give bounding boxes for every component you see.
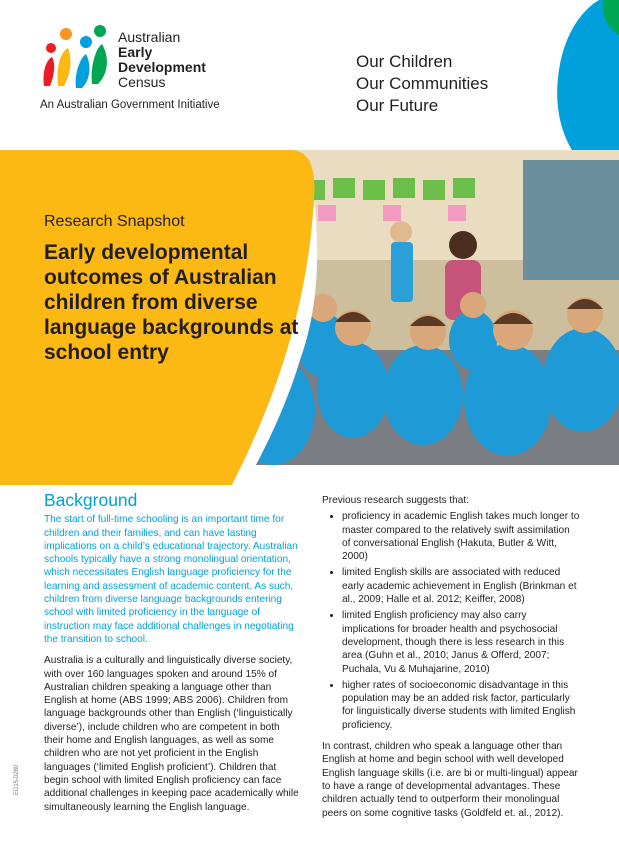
snapshot-label: Research Snapshot: [44, 213, 185, 230]
list-item: • limited English proficiency may also carry implications for broader health and psychosocial development, though there is less research in this area (Guhn et al., 2010; Janus & Offerd, 2007; Puchala, Vu & Muhajarine, 2010): [342, 609, 580, 675]
list-item: • proficiency in academic English takes much longer to master compared to the relatively swift assimilation of conversational English (Hakuta, Butler & Witt, 2000): [342, 510, 580, 563]
list-item: • limited English skills are associated with reduced early academic achievement in English (Brinkman et al., 2009; Halle et al. 2012; Keiffer, 2008): [342, 566, 580, 606]
list-item: • higher rates of socioeconomic disadvantage in this population may be an added risk factor, particularly for linguistically diverse students with limited English proficiency.: [342, 679, 580, 732]
research-contrast: In contrast, children who speak a language other than English at home and begin school with well developed English language skills (i.e. are bi or multi-lingual) appear to have a range of developmental advantages. These children actually tend to outperform their monolingual peers on some cognitive tasks (Goldfeld et. al., 2012).: [322, 741, 578, 819]
research-lead: Previous research suggests that:: [322, 495, 469, 506]
logo-subtitle: An Australian Government Initiative: [40, 99, 220, 111]
logo-line-1: Australian: [118, 29, 181, 45]
research-bullet-list: [322, 510, 580, 732]
tagline-prefix: Our: [356, 96, 390, 115]
tagline-word-communities: Communities: [389, 74, 489, 93]
background-intro: The start of full-time schooling is an important time for children and their families, and can have lasting implications on a child’s educational trajectory. Australian schools typically have a strong monolingual orientation, which necessitates English language proficiency for the learning and assessment of academic content. As such, children from diverse language backgrounds entering school with limited proficiency in the language of instruction may face additional challenges in negotiating the transition to school.: [44, 514, 298, 645]
left-column: [44, 490, 302, 822]
logo-line-3: Development: [118, 59, 206, 75]
background-paragraph: Australia is a culturally and linguistically diverse society, with over 160 languages spoken and around 15% of Australian children speaking a language other than English at home (ABS 1999; ABS 2006). Children from language backgrounds other than English (‘linguistically diverse’), include children who are competent in both their home and English languages, as well as some children who are not yet proficient in the English languages (‘limited English proficient’). Children that begin school with limited English proficiency can face additional challenges in keeping pace academically while simultaneously learning the English language.: [44, 655, 299, 813]
document-code: ED15-0280: [14, 764, 20, 795]
page-title: Early developmental outcomes of Australian children from diverse language backgrounds at school entry: [44, 241, 299, 364]
tagline-prefix: Our: [356, 74, 390, 93]
tagline-prefix: Our: [356, 52, 390, 71]
right-column: [322, 494, 580, 828]
tagline-word-children: Children: [389, 52, 453, 71]
logo-line-4: Census: [118, 74, 166, 90]
background-heading: Background: [44, 490, 138, 510]
logo-line-2: Early: [118, 44, 153, 60]
tagline-word-future: Future: [389, 96, 439, 115]
